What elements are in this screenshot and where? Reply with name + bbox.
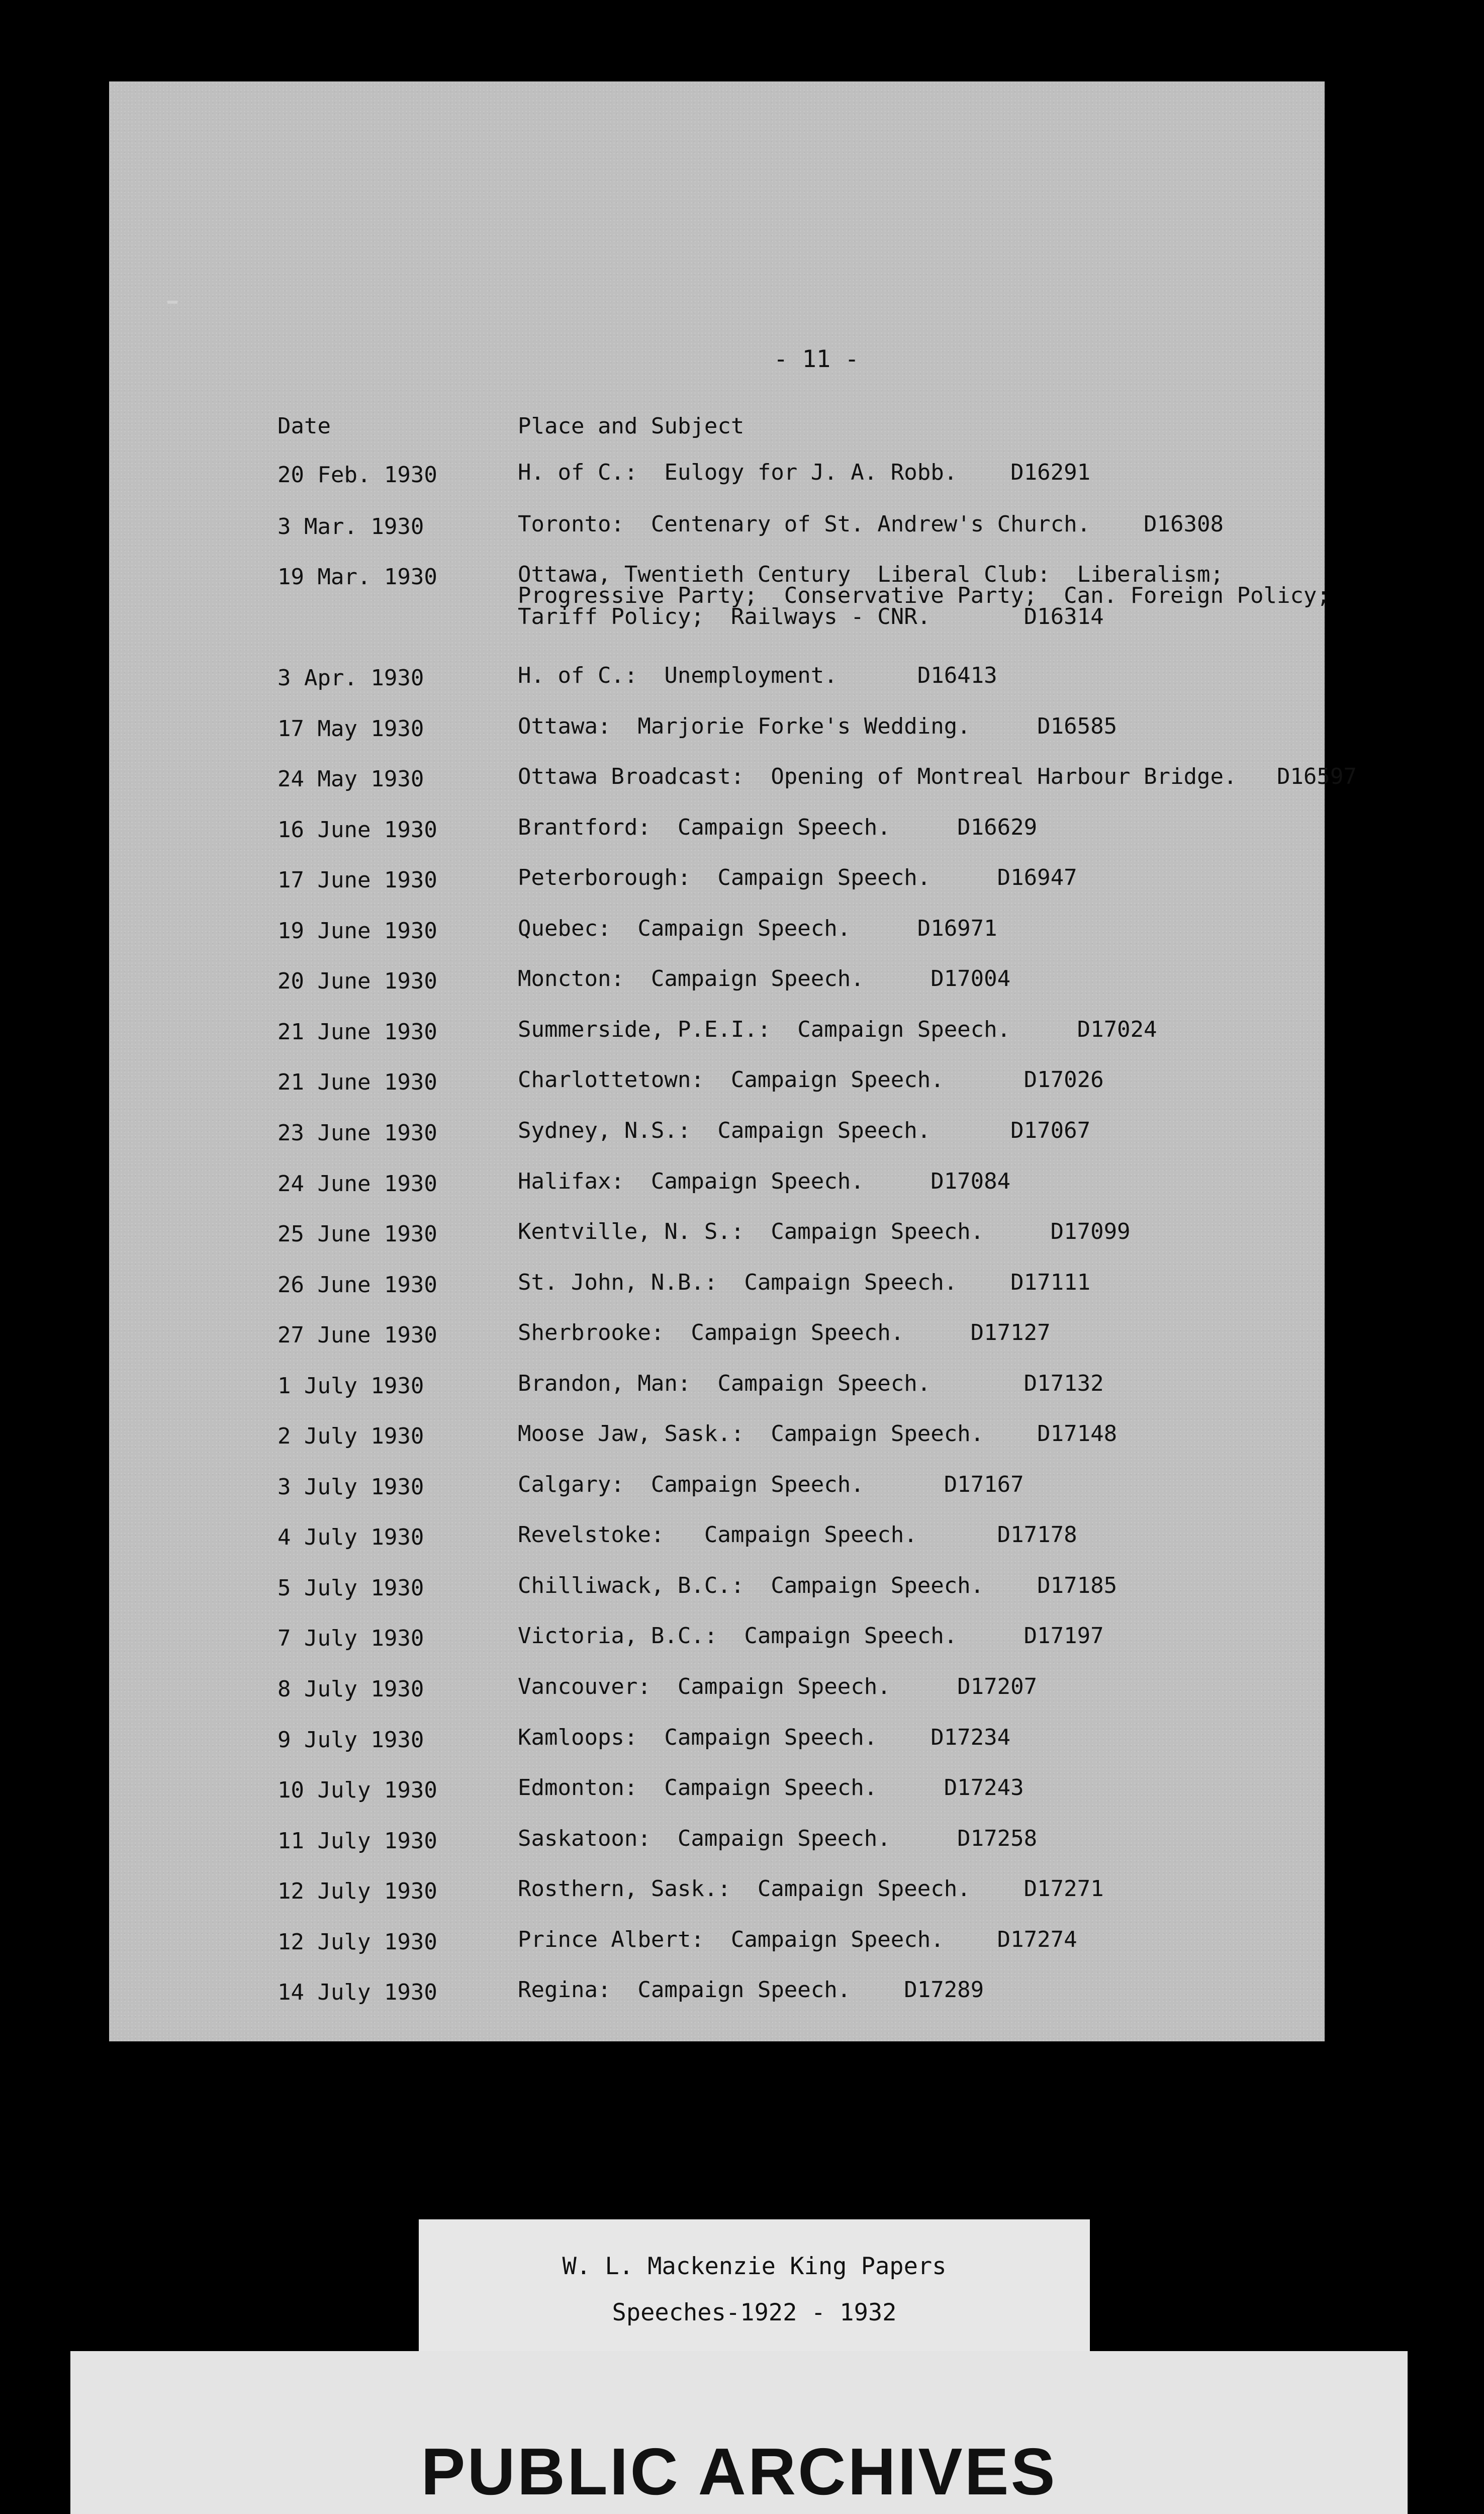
archives-stamp-card <box>70 2351 1408 2514</box>
entry-subject: Revelstoke: Campaign Speech. D17178 <box>518 1522 1077 1548</box>
column-header-date: Date <box>277 413 331 439</box>
entry-subject: Ottawa, Twentieth Century Liberal Club: Liberalism; Progressive Party; Conservative Party; Can. Foreign Policy; Tariff Policy; Railways - CNR. D16314 <box>518 562 1330 630</box>
collection-title: W. L. Mackenzie King Papers <box>562 2253 947 2280</box>
entry-subject: Vancouver: Campaign Speech. D17207 <box>518 1674 1038 1699</box>
entry-subject: Ottawa Broadcast: Opening of Montreal Harbour Bridge. D16597 <box>518 764 1357 789</box>
entry-subject: Peterborough: Campaign Speech. D16947 <box>518 865 1077 890</box>
entry-date: 5 July 1930 <box>277 1575 424 1601</box>
entry-subject: Brantford: Campaign Speech. D16629 <box>518 815 1038 840</box>
entry-date: 3 Apr. 1930 <box>277 665 424 691</box>
entry-date: 17 June 1930 <box>277 867 437 893</box>
collection-series: Speeches-1922 - 1932 <box>612 2299 897 2326</box>
entry-date: 21 June 1930 <box>277 1019 437 1045</box>
entry-date: 8 July 1930 <box>277 1676 424 1702</box>
entry-date: 10 July 1930 <box>277 1777 437 1803</box>
entry-date: 12 July 1930 <box>277 1929 437 1955</box>
entry-date: 16 June 1930 <box>277 817 437 843</box>
entry-subject: Halifax: Campaign Speech. D17084 <box>518 1169 1011 1194</box>
entry-subject: Kamloops: Campaign Speech. D17234 <box>518 1725 1011 1750</box>
entry-date: 14 July 1930 <box>277 1980 437 2005</box>
entry-subject: Summerside, P.E.I.: Campaign Speech. D17024 <box>518 1017 1157 1042</box>
entry-subject: Moncton: Campaign Speech. D17004 <box>518 966 1011 992</box>
edge-mark <box>167 301 177 304</box>
entry-date: 27 June 1930 <box>277 1322 437 1348</box>
entry-subject: Brandon, Man: Campaign Speech. D17132 <box>518 1371 1104 1396</box>
entry-subject: Sherbrooke: Campaign Speech. D17127 <box>518 1320 1051 1345</box>
entry-date: 20 Feb. 1930 <box>277 462 437 488</box>
entry-date: 7 July 1930 <box>277 1626 424 1651</box>
archives-title-english: PUBLIC ARCHIVES <box>421 2435 1057 2508</box>
entry-subject: Saskatoon: Campaign Speech. D17258 <box>518 1826 1038 1851</box>
entry-date: 20 June 1930 <box>277 968 437 994</box>
entry-date: 23 June 1930 <box>277 1120 437 1146</box>
entry-subject: St. John, N.B.: Campaign Speech. D17111 <box>518 1270 1091 1295</box>
entry-subject: Sydney, N.S.: Campaign Speech. D17067 <box>518 1118 1091 1143</box>
entry-subject: Chilliwack, B.C.: Campaign Speech. D17185 <box>518 1573 1118 1598</box>
entry-date: 24 May 1930 <box>277 766 424 792</box>
entry-date: 3 Mar. 1930 <box>277 514 424 540</box>
entry-date: 21 June 1930 <box>277 1069 437 1095</box>
entry-date: 3 July 1930 <box>277 1474 424 1500</box>
entry-date: 9 July 1930 <box>277 1727 424 1753</box>
entry-subject: Toronto: Centenary of St. Andrew's Church. D16308 <box>518 511 1224 537</box>
entry-subject: Calgary: Campaign Speech. D17167 <box>518 1472 1024 1497</box>
entry-subject: Edmonton: Campaign Speech. D17243 <box>518 1775 1024 1801</box>
entry-subject: Charlottetown: Campaign Speech. D17026 <box>518 1067 1104 1093</box>
entry-date: 19 Mar. 1930 <box>277 564 437 590</box>
page-number: - 11 - <box>774 345 859 373</box>
entry-date: 4 July 1930 <box>277 1524 424 1550</box>
entry-subject: H. of C.: Eulogy for J. A. Robb. D16291 <box>518 460 1091 485</box>
entry-subject: Regina: Campaign Speech. D17289 <box>518 1977 984 2003</box>
entry-date: 17 May 1930 <box>277 716 424 742</box>
entry-subject: Ottawa: Marjorie Forke's Wedding. D16585 <box>518 713 1118 739</box>
entry-subject: Quebec: Campaign Speech. D16971 <box>518 916 997 941</box>
entry-date: 24 June 1930 <box>277 1171 437 1197</box>
entry-subject: Rosthern, Sask.: Campaign Speech. D17271 <box>518 1876 1104 1902</box>
entry-date: 12 July 1930 <box>277 1878 437 1904</box>
entry-date: 1 July 1930 <box>277 1373 424 1399</box>
entry-date: 26 June 1930 <box>277 1272 437 1298</box>
entry-subject: Kentville, N. S.: Campaign Speech. D17099 <box>518 1219 1131 1244</box>
entry-date: 25 June 1930 <box>277 1221 437 1247</box>
entry-subject: H. of C.: Unemployment. D16413 <box>518 663 997 688</box>
entry-subject: Victoria, B.C.: Campaign Speech. D17197 <box>518 1623 1104 1649</box>
entry-subject: Moose Jaw, Sask.: Campaign Speech. D17148 <box>518 1421 1118 1447</box>
entry-date: 19 June 1930 <box>277 918 437 944</box>
entry-date: 2 July 1930 <box>277 1423 424 1449</box>
entry-subject: Prince Albert: Campaign Speech. D17274 <box>518 1927 1077 1952</box>
entry-date: 11 July 1930 <box>277 1828 437 1854</box>
column-header-place-subject: Place and Subject <box>518 413 745 439</box>
document-page <box>109 81 1357 2041</box>
